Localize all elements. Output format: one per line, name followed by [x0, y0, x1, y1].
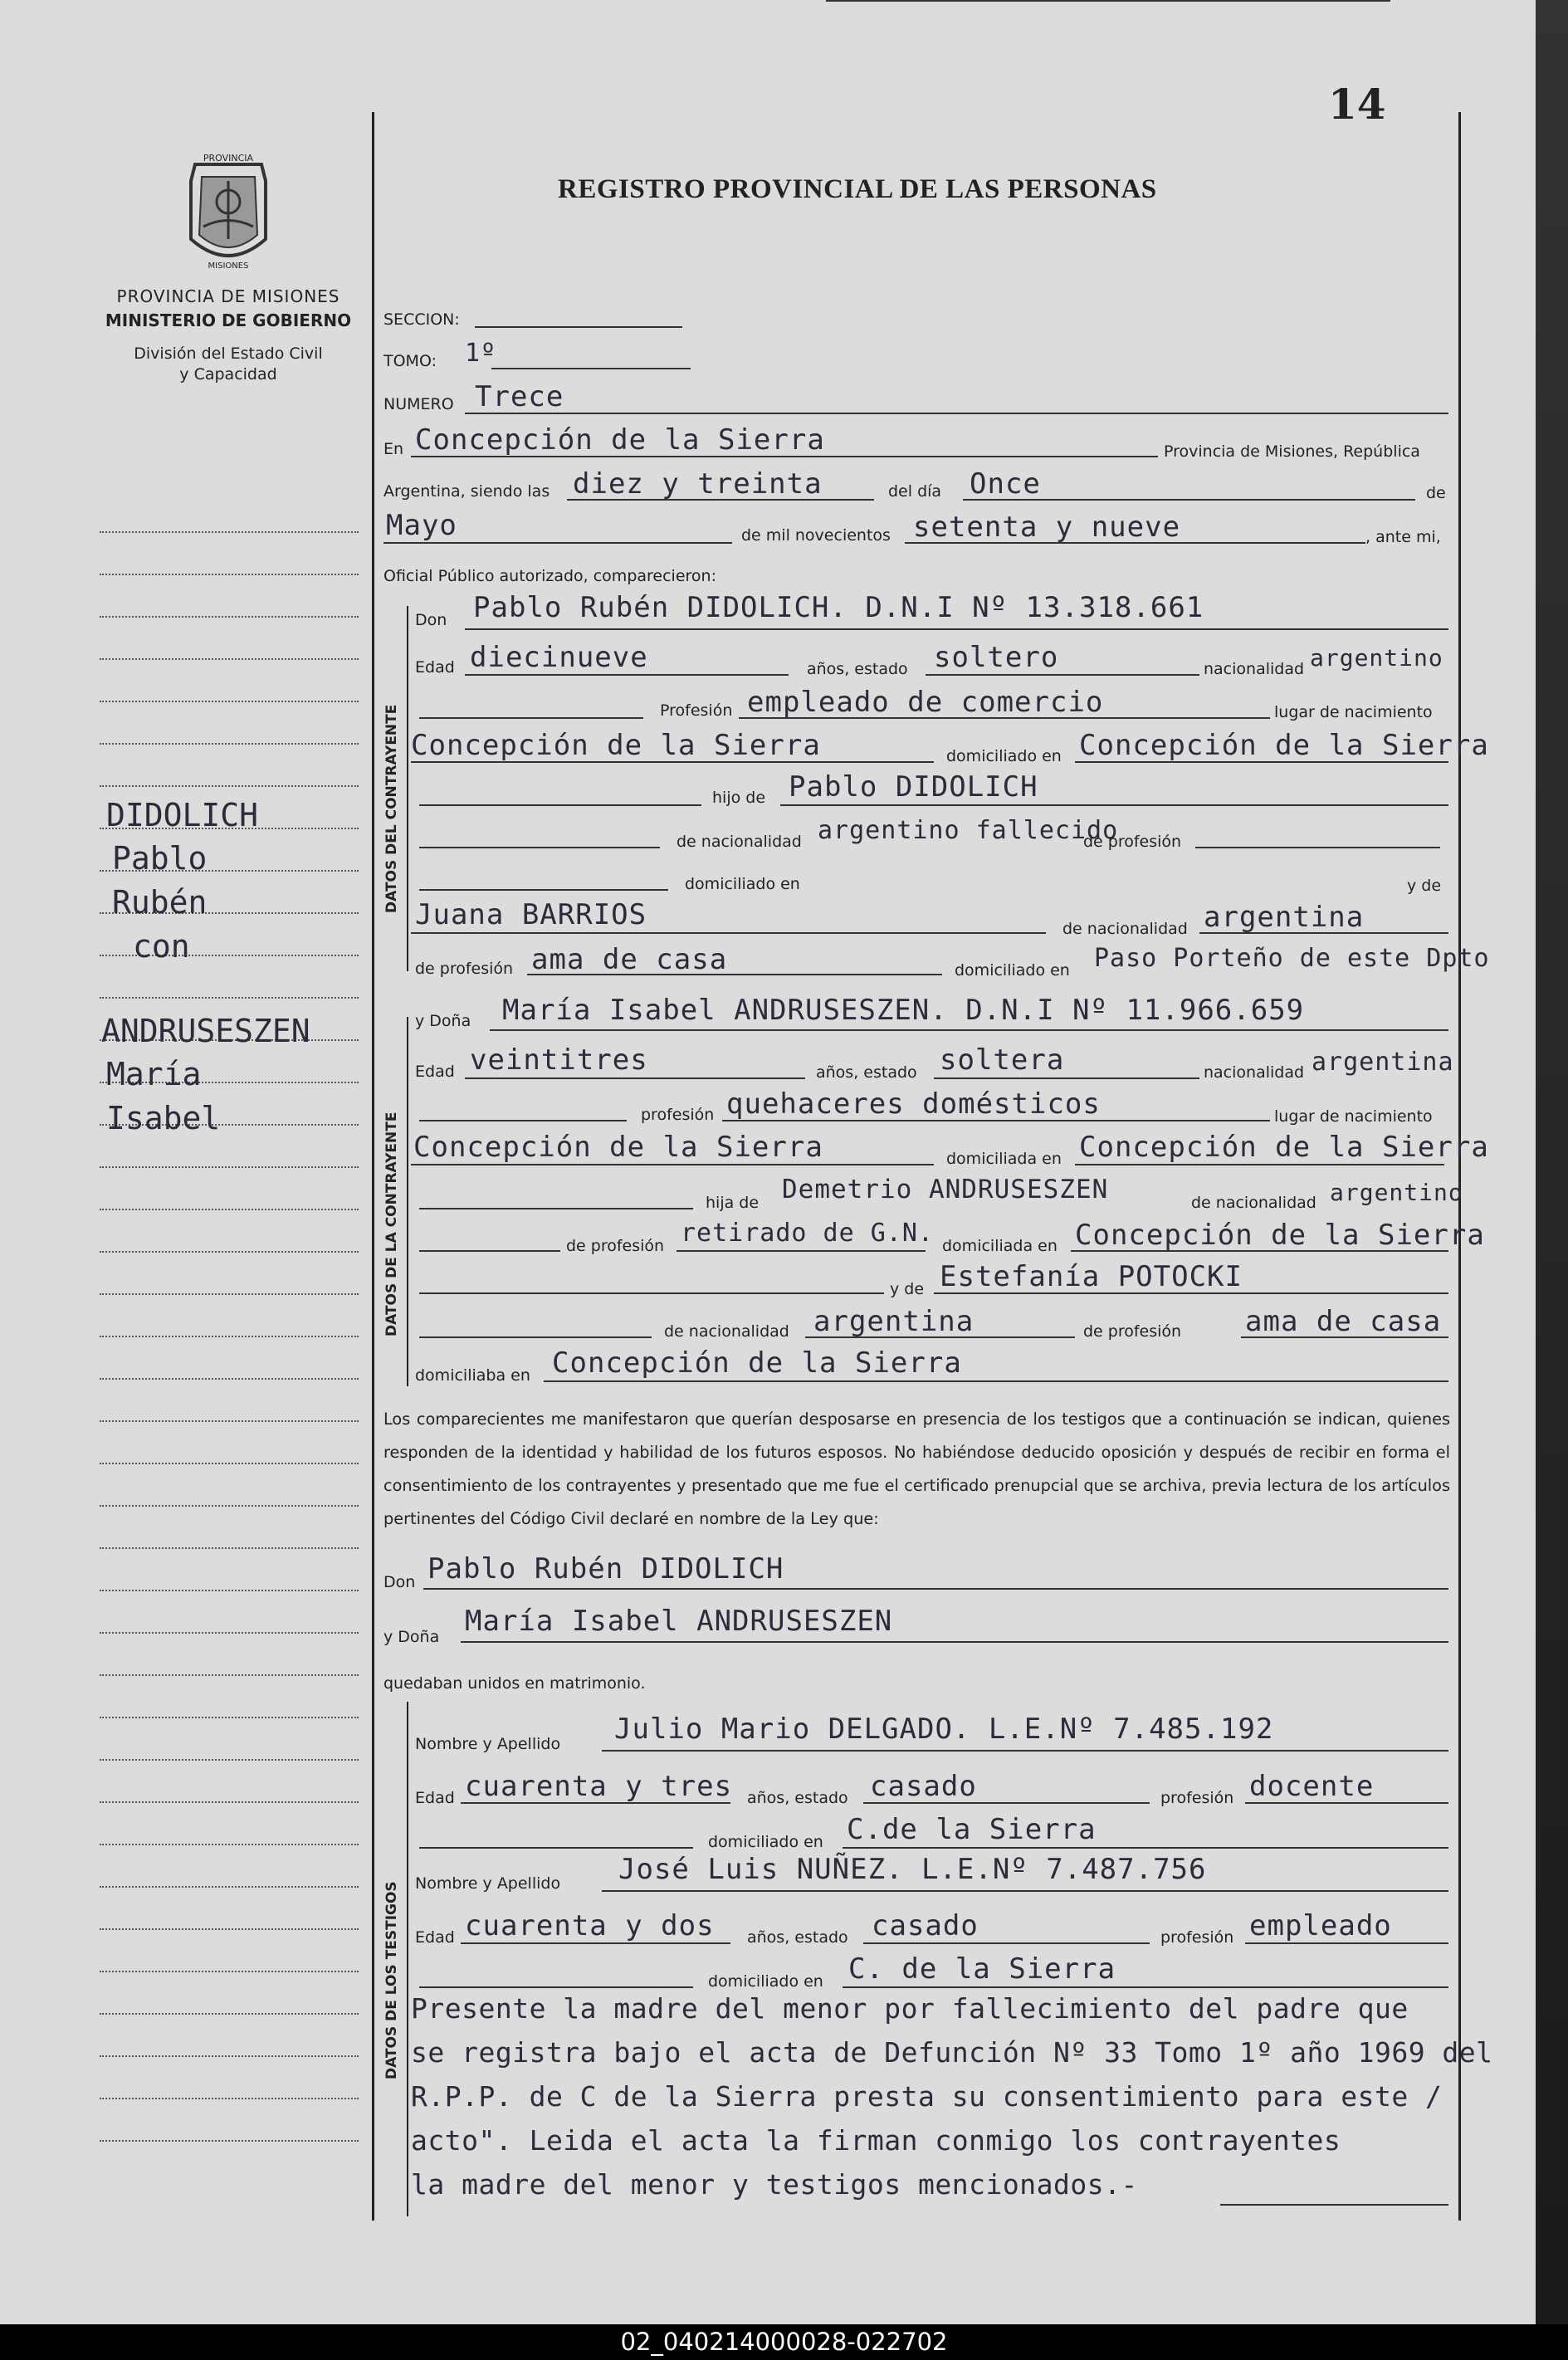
- w2-name-label: Nombre y Apellido: [415, 1874, 561, 1893]
- observation-line-1: Presente la madre del menor por fallecimiento del padre que: [411, 1992, 1409, 2025]
- margin-dotted-line: [100, 1632, 359, 1634]
- tomo-line: [491, 368, 691, 369]
- w2-prof-value: empleado: [1249, 1909, 1392, 1942]
- groom-madre-nac-line: [1199, 932, 1448, 934]
- bride-edad-line: [465, 1077, 805, 1079]
- observation-line-4: acto". Leida el acta la firman conmigo los contrayentes: [411, 2124, 1341, 2157]
- bride-hija-pre-line: [419, 1208, 693, 1209]
- w1-prof-value: docente: [1249, 1770, 1375, 1803]
- anio-line: [905, 542, 1365, 544]
- groom-hijo-pre-line: [419, 804, 701, 806]
- bride-domiciliaba-value: Concepción de la Sierra: [552, 1346, 962, 1380]
- bride-padre-nac-value: argentino: [1330, 1179, 1463, 1206]
- w2-edad-line: [461, 1942, 730, 1944]
- bride-edad-value: veintitres: [470, 1043, 648, 1077]
- dia-label: del día: [888, 482, 942, 501]
- bride-domic-value: Concepción de la Sierra: [1079, 1131, 1489, 1164]
- w1-estado-line: [863, 1802, 1150, 1804]
- groom-madre-nac-label: de nacionalidad: [1062, 920, 1188, 938]
- w1-prof-line: [1245, 1802, 1448, 1804]
- groom-section-label: DATOS DEL CONTRAYENTE: [383, 704, 400, 913]
- w1-estado-value: casado: [870, 1770, 977, 1803]
- w1-name-line: [602, 1750, 1448, 1752]
- observation-line-2: se registra bajo el acta de Defunción Nº 33 Tomo 1º año 1969 del: [411, 2036, 1493, 2069]
- bride-estado-line: [934, 1077, 1199, 1079]
- dia-line: [963, 499, 1415, 501]
- margin-dotted-line: [100, 2140, 359, 2142]
- margin-dotted-line: [100, 1378, 359, 1380]
- margin-dotted-line: [100, 1420, 359, 1422]
- margin-dotted-line: [100, 701, 359, 702]
- decl-don-label: Don: [383, 1573, 416, 1591]
- groom-padre-domic-line: [826, 0, 1390, 2]
- left-margin-rule: [372, 112, 374, 2221]
- margin-dotted-line: [100, 785, 359, 787]
- bride-madre-prof-line: [1241, 1336, 1448, 1338]
- witness-section-label: DATOS DE LOS TESTIGOS: [383, 1881, 400, 2079]
- seal-bottom-text: MISIONES: [208, 261, 249, 271]
- w1-prof-label: profesión: [1160, 1789, 1234, 1807]
- groom-hijo-label: hijo de: [712, 789, 766, 807]
- org-capacity: y Capacidad: [179, 365, 277, 384]
- w2-prof-line: [1245, 1942, 1448, 1944]
- margin-dotted-line: [100, 997, 359, 999]
- bride-madre-prof-label: de profesión: [1083, 1322, 1182, 1341]
- observation-line-3: R.P.P. de C de la Sierra presta su consentimiento para este /: [411, 2080, 1443, 2113]
- margin-dotted-line: [100, 1251, 359, 1253]
- bride-madre-nac-label: de nacionalidad: [664, 1322, 789, 1341]
- groom-profesion-line: [739, 717, 1270, 719]
- w2-domic-value: C. de la Sierra: [848, 1952, 1116, 1986]
- bride-padre-prof-line: [677, 1250, 926, 1252]
- margin-dotted-line: [100, 1505, 359, 1507]
- margin-dotted-line: [100, 1844, 359, 1845]
- w2-name-line: [602, 1890, 1448, 1892]
- w2-name-value: José Luis NUÑEZ. L.E.Nº 7.487.756: [618, 1853, 1207, 1886]
- seccion-line: [475, 326, 682, 328]
- margin-dotted-line: [100, 574, 359, 575]
- bride-madre-line: [934, 1292, 1448, 1294]
- bride-padre-domic-value: Concepción de la Sierra: [1075, 1219, 1485, 1252]
- bride-de-nac-label: de nacionalidad: [1191, 1194, 1316, 1212]
- w2-domic-label: domiciliado en: [708, 1972, 823, 1991]
- margin-dotted-line: [100, 2013, 359, 2015]
- margin-bride-first: María: [106, 1056, 202, 1092]
- bride-estado-value: soltera: [940, 1043, 1065, 1077]
- bride-name-value: María Isabel ANDRUSESZEN. D.N.I Nº 11.966.659: [502, 994, 1305, 1027]
- margin-dotted-line: [100, 1674, 359, 1676]
- bride-row3-line: [419, 1120, 627, 1121]
- groom-madre-domic-label: domiciliado en: [955, 961, 1070, 980]
- bride-lugar-line: [411, 1164, 934, 1165]
- groom-profesion-value: empleado de comercio: [747, 686, 1104, 719]
- w1-name-label: Nombre y Apellido: [415, 1735, 561, 1753]
- bride-padre-value: Demetrio ANDRUSESZEN: [782, 1175, 1109, 1204]
- margin-dotted-line: [100, 1293, 359, 1295]
- bride-dona-label: y Doña: [415, 1012, 471, 1030]
- groom-estado-value: soltero: [934, 641, 1059, 674]
- groom-domic-label: domiciliado en: [946, 747, 1062, 765]
- margin-groom-first: Pablo: [112, 840, 208, 877]
- bride-domic2-label: domiciliada en: [942, 1237, 1058, 1255]
- margin-dotted-line: [100, 1886, 359, 1888]
- groom-lugar-label: lugar de nacimiento: [1274, 703, 1433, 721]
- groom-domic-line: [1075, 761, 1448, 763]
- bride-madre-nac-value: argentina: [813, 1305, 975, 1338]
- observation-end-line: [1220, 2204, 1448, 2206]
- ante-label: , ante mi,: [1365, 528, 1441, 546]
- bride-section-label: DATOS DE LA CONTRAYENTE: [383, 1112, 400, 1336]
- groom-nac-label: nacionalidad: [1204, 660, 1305, 678]
- groom-padre-nac-value: argentino fallecido: [818, 816, 1119, 845]
- bride-madre-prof-value: ama de casa: [1245, 1305, 1442, 1338]
- w1-domic-pre-line: [419, 1847, 693, 1849]
- observation-line-5: la madre del menor y testigos mencionados.-: [411, 2168, 1138, 2201]
- witness-bracket: [407, 1702, 408, 2216]
- margin-dotted-line: [100, 1759, 359, 1761]
- groom-edad-value: diecinueve: [470, 641, 648, 674]
- bride-estado-label: años, estado: [816, 1063, 917, 1082]
- groom-domic2-label: domiciliado en: [685, 875, 800, 893]
- tomo-value: 1º: [465, 339, 497, 368]
- groom-madre-prof-label: de profesión: [415, 960, 514, 978]
- groom-padre-domic-pre-line: [419, 889, 668, 891]
- margin-dotted-line: [100, 531, 359, 533]
- margin-dotted-line: [100, 2098, 359, 2099]
- bride-padre-prof-value: retirado de G.N.: [681, 1219, 934, 1248]
- org-division: División del Estado Civil: [134, 344, 323, 363]
- margin-dotted-line: [100, 1801, 359, 1803]
- groom-domic-value: Concepción de la Sierra: [1079, 729, 1489, 762]
- tomo-label: TOMO:: [383, 352, 437, 370]
- bride-madre-value: Estefanía POTOCKI: [940, 1260, 1243, 1293]
- provincia-label: Provincia de Misiones, República: [1164, 442, 1420, 461]
- margin-dotted-line: [100, 1336, 359, 1337]
- page-title: REGISTRO PROVINCIAL DE LAS PERSONAS: [558, 174, 1157, 204]
- groom-padre-nac-pre-line: [419, 847, 660, 848]
- margin-dotted-line: [100, 1590, 359, 1591]
- w1-domic-label: domiciliado en: [708, 1833, 823, 1851]
- margin-dotted-line: [100, 1166, 359, 1168]
- groom-edad-label: Edad: [415, 658, 455, 677]
- bride-padre-domic-line: [1071, 1250, 1448, 1252]
- groom-madre-line: [411, 932, 1046, 934]
- groom-don-label: Don: [415, 611, 447, 629]
- en-label: En: [383, 440, 404, 458]
- w2-estado-value: casado: [872, 1909, 979, 1942]
- numero-line: [465, 413, 1448, 414]
- margin-dotted-line: [100, 658, 359, 660]
- margin-dotted-line: [100, 1547, 359, 1549]
- w2-domic-pre-line: [419, 1986, 693, 1988]
- seal-top-text: PROVINCIA: [203, 153, 254, 164]
- groom-madre-nac-value: argentina: [1204, 901, 1365, 934]
- margin-dotted-line: [100, 2055, 359, 2057]
- groom-madre-domic-value: Paso Porteño de este Dpto: [1094, 944, 1490, 973]
- w2-edad-value: cuarenta y dos: [465, 1909, 715, 1942]
- numero-label: NUMERO: [383, 395, 454, 413]
- w2-domic-line: [843, 1986, 1448, 1988]
- margin-dotted-line: [100, 1928, 359, 1930]
- numero-value: Trece: [475, 380, 564, 413]
- bride-y-de-pre-line: [419, 1292, 884, 1294]
- bride-edad-label: Edad: [415, 1063, 455, 1081]
- w2-estado-line: [863, 1942, 1150, 1944]
- w1-name-value: Julio Mario DELGADO. L.E.Nº 7.485.192: [614, 1713, 1274, 1746]
- groom-de-nac-label: de nacionalidad: [677, 833, 802, 851]
- groom-nac-value: argentino: [1310, 644, 1443, 672]
- bride-nac-value: argentina: [1312, 1048, 1454, 1077]
- margin-dotted-line: [100, 1971, 359, 1972]
- decl-dona-line: [461, 1641, 1448, 1643]
- mes-line: [383, 542, 732, 544]
- margin-dotted-line: [100, 1463, 359, 1464]
- groom-estado-label: años, estado: [807, 660, 908, 678]
- de-label: de: [1426, 484, 1446, 502]
- book-binding-edge: [1536, 0, 1568, 2324]
- en-value: Concepción de la Sierra: [415, 423, 825, 457]
- bride-profesion-line: [722, 1120, 1270, 1121]
- margin-groom-second: Rubén: [112, 884, 208, 921]
- margin-dotted-line: [100, 1717, 359, 1718]
- groom-padre-prof-line: [1195, 847, 1440, 848]
- decl-dona-label: y Doña: [383, 1628, 440, 1646]
- decl-dona-value: María Isabel ANDRUSESZEN: [465, 1605, 893, 1638]
- org-ministry: MINISTERIO DE GOBIERNO: [105, 310, 352, 330]
- w1-domic-value: C.de la Sierra: [847, 1813, 1097, 1846]
- org-province: PROVINCIA DE MISIONES: [116, 286, 340, 306]
- groom-de-prof-label: de profesión: [1083, 833, 1182, 851]
- w1-domic-line: [843, 1847, 1448, 1849]
- hora-line: [567, 499, 874, 501]
- provincial-seal-icon: [178, 148, 278, 272]
- groom-lugar-line: [411, 761, 934, 763]
- margin-dotted-line: [100, 616, 359, 618]
- bride-profesion-value: quehaceres domésticos: [726, 1087, 1101, 1121]
- margin-dotted-line: [100, 743, 359, 745]
- w1-edad-line: [461, 1802, 730, 1804]
- bride-y-de-label: y de: [890, 1280, 925, 1298]
- groom-estado-line: [926, 674, 1199, 676]
- groom-madre-value: Juana BARRIOS: [415, 898, 647, 931]
- bride-padre-prof-pre-line: [419, 1250, 560, 1252]
- w2-estado-label: años, estado: [747, 1928, 848, 1947]
- en-line: [411, 456, 1158, 457]
- right-margin-rule: [1458, 112, 1461, 2221]
- groom-edad-line: [465, 674, 789, 676]
- page-number: 14: [1328, 80, 1386, 129]
- bride-madre-nac-line: [805, 1336, 1075, 1338]
- groom-y-de-label: y de: [1407, 877, 1442, 895]
- bride-domiciliaba-label: domiciliaba en: [415, 1366, 530, 1385]
- quedaban-label: quedaban unidos en matrimonio.: [383, 1674, 646, 1693]
- groom-lugar-value: Concepción de la Sierra: [411, 729, 821, 762]
- anio-value: setenta y nueve: [913, 511, 1181, 544]
- decl-don-value: Pablo Rubén DIDOLICH: [427, 1552, 784, 1586]
- margin-con: con: [133, 928, 190, 965]
- bride-hija-label: hija de: [706, 1194, 760, 1212]
- mes-value: Mayo: [386, 509, 457, 542]
- w1-estado-label: años, estado: [747, 1789, 848, 1807]
- bride-domiciliaba-line: [544, 1380, 1448, 1382]
- hora-value: diez y treinta: [573, 467, 823, 501]
- w2-prof-label: profesión: [1160, 1928, 1234, 1947]
- margin-bride-second: Isabel: [106, 1100, 221, 1136]
- margin-groom-surname: DIDOLICH: [106, 797, 259, 833]
- bride-madre-nac-pre-line: [419, 1336, 652, 1338]
- w1-edad-label: Edad: [415, 1789, 455, 1807]
- bride-nac-label: nacionalidad: [1204, 1063, 1305, 1082]
- oficial-label: Oficial Público autorizado, comparecieron:: [383, 567, 716, 585]
- bride-lugar-value: Concepción de la Sierra: [413, 1131, 823, 1164]
- declaration-paragraph: Los comparecientes me manifestaron que querían desposarse en presencia de los testigos que a continuación se indican, quienes responden de la identidad y habilidad de los futuros esposos. No habiéndose deducido oposición y después de recibir en forma el consentimiento de los contrayentes y presentado que me fue el certificado prenupcial que se archiva, previa lectura de los artículos pertinentes del Código Civil declaré en nombre de la Ley que:: [383, 1410, 1450, 1528]
- bride-de-prof-label: de profesión: [566, 1237, 665, 1255]
- decl-don-line: [423, 1588, 1448, 1590]
- bride-name-line: [490, 1029, 1448, 1031]
- groom-row3-line: [419, 717, 643, 719]
- bride-lugar-label: lugar de nacimiento: [1274, 1107, 1433, 1126]
- mil-label: de mil novecientos: [741, 526, 891, 545]
- bride-profesion-label: profesión: [641, 1106, 715, 1124]
- groom-padre-value: Pablo DIDOLICH: [789, 770, 1038, 804]
- groom-profesion-label: Profesión: [660, 701, 733, 720]
- groom-madre-prof-value: ama de casa: [531, 943, 728, 976]
- groom-bracket: [407, 606, 408, 971]
- groom-madre-prof-line: [527, 974, 942, 975]
- margin-bride-surname: ANDRUSESZEN: [101, 1013, 310, 1049]
- bride-domic-label: domiciliada en: [946, 1150, 1062, 1168]
- bride-domic-line: [1075, 1164, 1444, 1165]
- groom-padre-line: [780, 804, 1448, 806]
- w2-edad-label: Edad: [415, 1928, 455, 1947]
- bride-bracket: [407, 1017, 408, 1386]
- argentina-label: Argentina, siendo las: [383, 482, 550, 501]
- file-id-footer: 02_040214000028-022702: [0, 2324, 1568, 2360]
- groom-name-value: Pablo Rubén DIDOLICH. D.N.I Nº 13.318.661: [473, 591, 1204, 624]
- margin-dotted-line: [100, 1209, 359, 1210]
- groom-name-line: [465, 628, 1448, 630]
- dia-value: Once: [970, 467, 1041, 501]
- seccion-label: SECCION:: [383, 310, 460, 329]
- w1-edad-value: cuarenta y tres: [465, 1770, 733, 1803]
